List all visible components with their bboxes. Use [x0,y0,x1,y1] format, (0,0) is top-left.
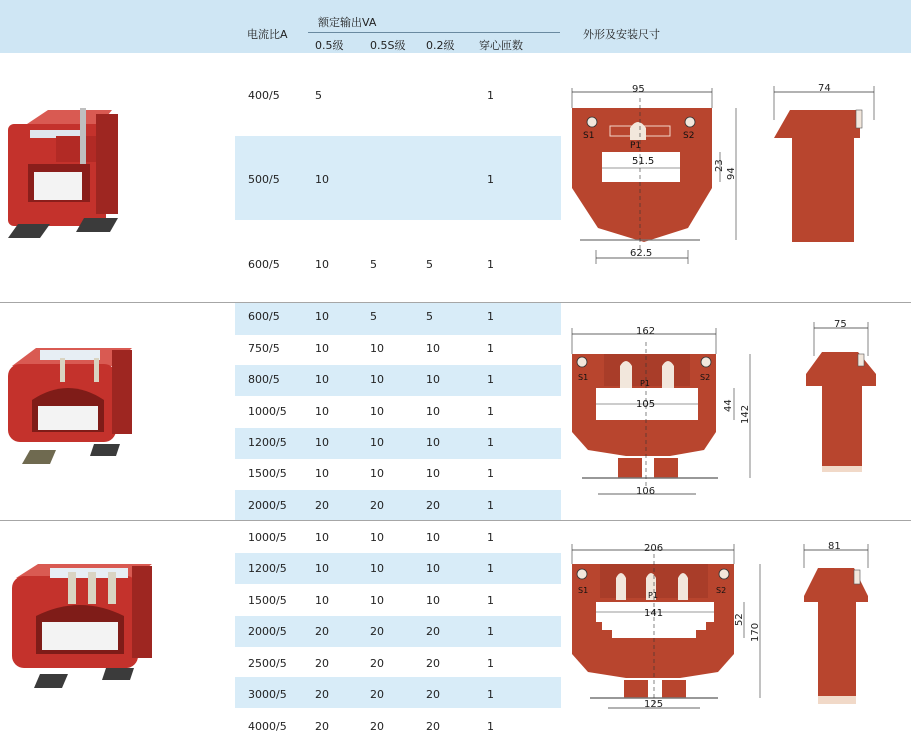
table-cell-c05s: 10 [370,562,384,575]
front-mount-label: 125 [644,699,664,710]
front-width-label: 95 [632,84,645,95]
header-class-05: 0.5级 [315,39,344,52]
table-cell-c05: 10 [315,436,329,449]
terminal-p1-label: P1 [648,591,658,600]
front-height-label: 170 [750,622,761,642]
table-cell-ratio: 2000/5 [248,499,287,512]
table-cell-ratio: 2500/5 [248,657,287,670]
side-width-label: 74 [818,83,831,94]
table-cell-ratio: 1000/5 [248,405,287,418]
section-divider [0,520,911,521]
table-cell-c05s: 20 [370,720,384,733]
table-cell-ratio: 1500/5 [248,594,287,607]
table-cell-ratio: 750/5 [248,342,280,355]
side-width-label: 75 [834,319,847,330]
table-cell-c05s: 10 [370,373,384,386]
table-cell-ratio: 4000/5 [248,720,287,733]
table-cell-turns: 1 [487,467,494,480]
table-cell-turns: 1 [487,89,494,102]
table-cell-c05: 20 [315,657,329,670]
row-band [235,136,561,220]
table-cell-c05s: 5 [370,310,377,323]
table-cell-c05s: 20 [370,499,384,512]
table-cell-turns: 1 [487,436,494,449]
front-inner-label: 105 [636,399,656,410]
terminal-p1-label: P1 [640,379,650,388]
row-band [235,303,561,335]
front-inner-label: 141 [644,608,664,619]
table-cell-turns: 1 [487,657,494,670]
table-cell-c05: 10 [315,173,329,186]
header-turns: 穿心匝数 [479,39,523,52]
table-cell-ratio: 600/5 [248,258,280,271]
front-height-label: 94 [726,167,737,180]
table-cell-c05: 20 [315,499,329,512]
table-cell-c05: 10 [315,342,329,355]
header-class-05s: 0.5S级 [370,39,406,52]
table-cell-c02: 5 [426,310,433,323]
product-photo [0,100,135,250]
table-cell-c05s: 5 [370,258,377,271]
table-cell-turns: 1 [487,310,494,323]
table-cell-c05s: 10 [370,594,384,607]
table-cell-c05s: 20 [370,688,384,701]
table-cell-ratio: 400/5 [248,89,280,102]
table-cell-c05s: 10 [370,436,384,449]
terminal-s2-label: S2 [716,586,727,595]
table-cell-c02: 20 [426,688,440,701]
table-cell-c02: 10 [426,436,440,449]
terminal-s1-label: S1 [583,131,595,141]
product-photo [6,556,156,696]
table-cell-turns: 1 [487,342,494,355]
front-view-drawing [568,322,758,497]
table-cell-turns: 1 [487,531,494,544]
header-ratio: 电流比A [247,28,288,41]
table-cell-c05: 10 [315,373,329,386]
table-cell-c02: 20 [426,499,440,512]
side-view-drawing [770,80,880,250]
table-cell-c02: 10 [426,405,440,418]
table-cell-c05s: 20 [370,625,384,638]
table-cell-c05s: 10 [370,342,384,355]
table-cell-c05: 5 [315,89,322,102]
front-hole-label: 23 [714,159,725,172]
table-cell-c02: 20 [426,720,440,733]
terminal-p1-label: P1 [630,141,642,151]
table-cell-ratio: 1200/5 [248,436,287,449]
table-cell-c02: 5 [426,258,433,271]
table-cell-ratio: 3000/5 [248,688,287,701]
table-cell-c02: 10 [426,342,440,355]
terminal-s1-label: S1 [578,373,589,382]
table-cell-ratio: 1200/5 [248,562,287,575]
front-hole-label: 44 [723,399,734,412]
table-cell-ratio: 1000/5 [248,531,287,544]
table-cell-c02: 10 [426,531,440,544]
table-cell-c05: 20 [315,688,329,701]
table-cell-ratio: 600/5 [248,310,280,323]
table-cell-c05: 10 [315,405,329,418]
table-cell-ratio: 500/5 [248,173,280,186]
table-cell-c05: 20 [315,625,329,638]
table-cell-c02: 10 [426,594,440,607]
section-divider [0,302,911,303]
table-cell-c05: 10 [315,594,329,607]
front-hole-label: 52 [734,613,745,626]
product-photo [2,336,137,476]
table-cell-c02: 10 [426,373,440,386]
front-view-drawing [570,80,745,270]
table-cell-ratio: 1500/5 [248,467,287,480]
table-cell-c05s: 10 [370,467,384,480]
table-cell-c02: 10 [426,562,440,575]
table-cell-ratio: 2000/5 [248,625,287,638]
side-width-label: 81 [828,541,841,552]
header-class-02: 0.2级 [426,39,455,52]
table-header [0,0,911,53]
front-width-label: 162 [636,326,656,337]
front-mount-label: 106 [636,486,656,497]
table-cell-c05s: 20 [370,657,384,670]
table-cell-c05: 20 [315,720,329,733]
table-cell-turns: 1 [487,405,494,418]
table-cell-c05s: 10 [370,531,384,544]
front-width-label: 206 [644,543,664,554]
front-inner-label: 51.5 [632,156,655,167]
side-view-drawing [798,538,878,708]
table-cell-c05: 10 [315,467,329,480]
terminal-s1-label: S1 [578,586,589,595]
table-cell-turns: 1 [487,594,494,607]
row-band [235,365,561,396]
table-cell-turns: 1 [487,688,494,701]
front-mount-label: 62.5 [630,248,653,259]
terminal-s2-label: S2 [683,131,695,141]
table-cell-c05: 10 [315,531,329,544]
table-cell-turns: 1 [487,373,494,386]
table-cell-turns: 1 [487,173,494,186]
table-cell-ratio: 800/5 [248,373,280,386]
table-cell-turns: 1 [487,499,494,512]
table-cell-c05: 10 [315,310,329,323]
table-cell-turns: 1 [487,720,494,733]
terminal-s2-label: S2 [700,373,711,382]
table-cell-turns: 1 [487,562,494,575]
table-cell-c02: 20 [426,625,440,638]
table-cell-c05s: 10 [370,405,384,418]
table-cell-turns: 1 [487,625,494,638]
table-cell-c02: 20 [426,657,440,670]
table-cell-c05: 10 [315,258,329,271]
front-view-drawing [568,540,768,712]
table-cell-c05: 10 [315,562,329,575]
side-view-drawing [800,316,890,481]
header-divider [308,32,560,33]
table-cell-c02: 10 [426,467,440,480]
table-cell-turns: 1 [487,258,494,271]
header-dimensions: 外形及安装尺寸 [583,28,660,41]
front-height-label: 142 [740,404,751,424]
header-rated-output: 额定输出VA [318,16,377,29]
